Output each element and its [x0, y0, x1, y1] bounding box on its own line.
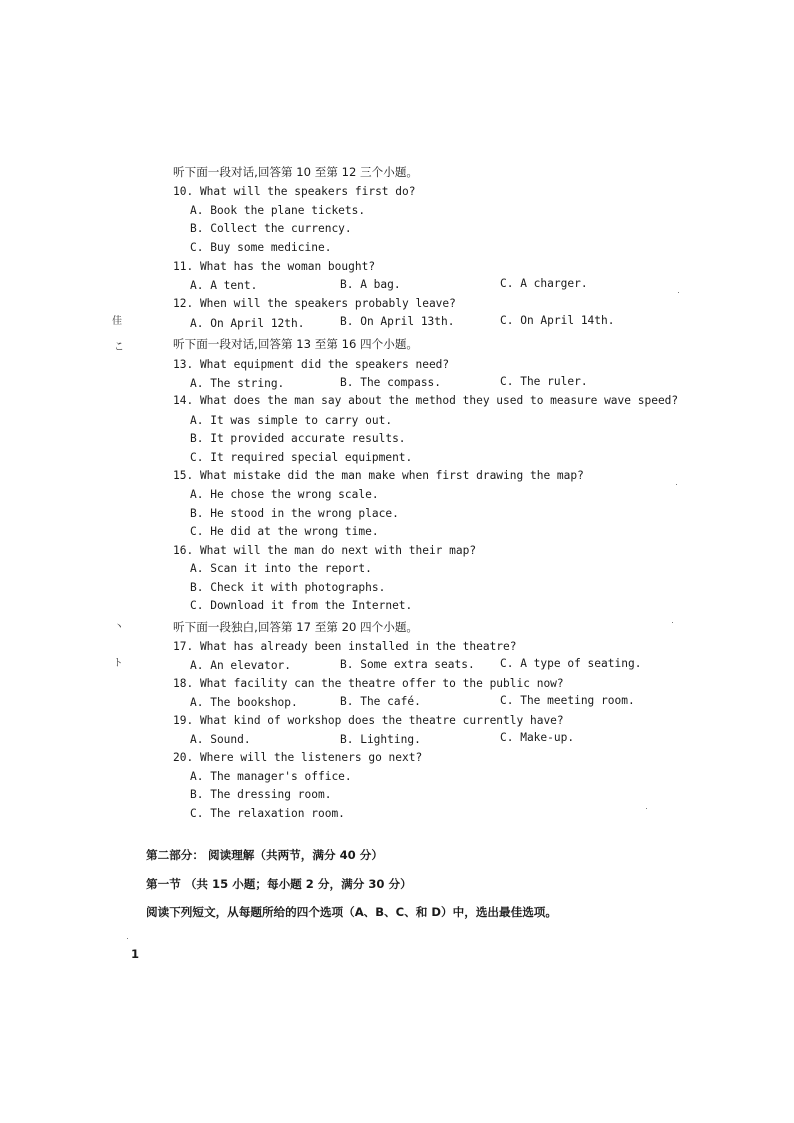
option-c: C. The ruler.: [500, 375, 588, 388]
option-b: B. The compass.: [340, 376, 442, 389]
option-b: B. It provided accurate results.: [190, 432, 406, 445]
section-instruction: 听下面一段独白,回答第 17 至第 20 四个小题。: [173, 620, 419, 634]
question-stem: 16. What will the man do next with their map?: [173, 544, 477, 557]
option-c: C. Download it from the Internet.: [190, 599, 413, 612]
option-b: B. A bag.: [340, 278, 401, 291]
option-b: B. Check it with photographs.: [190, 581, 386, 594]
option-a: A. The manager's office.: [190, 770, 352, 783]
question-stem: 10. What will the speakers first do?: [173, 185, 416, 198]
question-stem: 17. What has already been installed in the theatre?: [173, 640, 517, 653]
scan-speck: [678, 292, 679, 293]
question-stem: 20. Where will the listeners go next?: [173, 751, 423, 764]
option-b: B. Some extra seats.: [340, 658, 475, 671]
margin-mark: こ: [114, 342, 124, 353]
section-heading: 第一节 （共 15 小题；每小题 2 分，满分 30 分）: [146, 877, 412, 891]
margin-mark: ト: [113, 658, 123, 669]
option-c: C. Make-up.: [500, 731, 575, 744]
option-c: C. Buy some medicine.: [190, 241, 332, 254]
part-heading: 第二部分： 阅读理解（共两节，满分 40 分）: [146, 848, 383, 862]
option-c: C. The relaxation room.: [190, 807, 345, 820]
option-a: A. On April 12th.: [190, 317, 305, 330]
section-instruction: 听下面一段对话,回答第 13 至第 16 四个小题。: [173, 337, 419, 351]
scan-speck: [127, 938, 128, 939]
question-stem: 15. What mistake did the man make when first drawing the map?: [173, 469, 584, 482]
question-stem: 13. What equipment did the speakers need?: [173, 358, 450, 371]
option-b: B. The café.: [340, 695, 421, 708]
scan-speck: [676, 484, 677, 485]
option-c: C. A charger.: [500, 277, 588, 290]
scan-speck: [646, 808, 647, 809]
margin-mark: 佳: [112, 316, 122, 327]
question-stem: 11. What has the woman bought?: [173, 260, 376, 273]
option-a: A. The bookshop.: [190, 696, 298, 709]
option-a: A. He chose the wrong scale.: [190, 488, 379, 501]
option-b: B. On April 13th.: [340, 315, 455, 328]
option-a: A. The string.: [190, 377, 285, 390]
section-instruction: 听下面一段对话,回答第 10 至第 12 三个小题。: [173, 165, 419, 179]
option-b: B. The dressing room.: [190, 788, 332, 801]
option-b: B. Lighting.: [340, 733, 421, 746]
option-c: C. It required special equipment.: [190, 451, 413, 464]
option-b: B. Collect the currency.: [190, 222, 352, 235]
option-a: A. A tent.: [190, 279, 258, 292]
option-c: C. The meeting room.: [500, 694, 635, 707]
scan-speck: [672, 622, 673, 623]
question-stem: 14. What does the man say about the method they used to measure wave speed?: [173, 394, 679, 407]
question-stem: 18. What facility can the theatre offer to the public now?: [173, 677, 564, 690]
question-stem: 19. What kind of workshop does the theatre currently have?: [173, 714, 564, 727]
margin-mark: 丶: [114, 622, 124, 633]
option-a: A. It was simple to carry out.: [190, 414, 393, 427]
option-b: B. He stood in the wrong place.: [190, 507, 399, 520]
option-c: C. A type of seating.: [500, 657, 642, 670]
option-a: A. An elevator.: [190, 659, 292, 672]
option-a: A. Book the plane tickets.: [190, 204, 366, 217]
option-c: C. On April 14th.: [500, 314, 615, 327]
page-number: 1: [131, 947, 140, 961]
option-a: A. Sound.: [190, 733, 251, 746]
option-c: C. He did at the wrong time.: [190, 525, 379, 538]
question-stem: 12. When will the speakers probably leave?: [173, 297, 456, 310]
option-a: A. Scan it into the report.: [190, 562, 372, 575]
section-direction: 阅读下列短文，从每题所给的四个选项（A、B、C、和 D）中，选出最佳选项。: [146, 905, 557, 919]
